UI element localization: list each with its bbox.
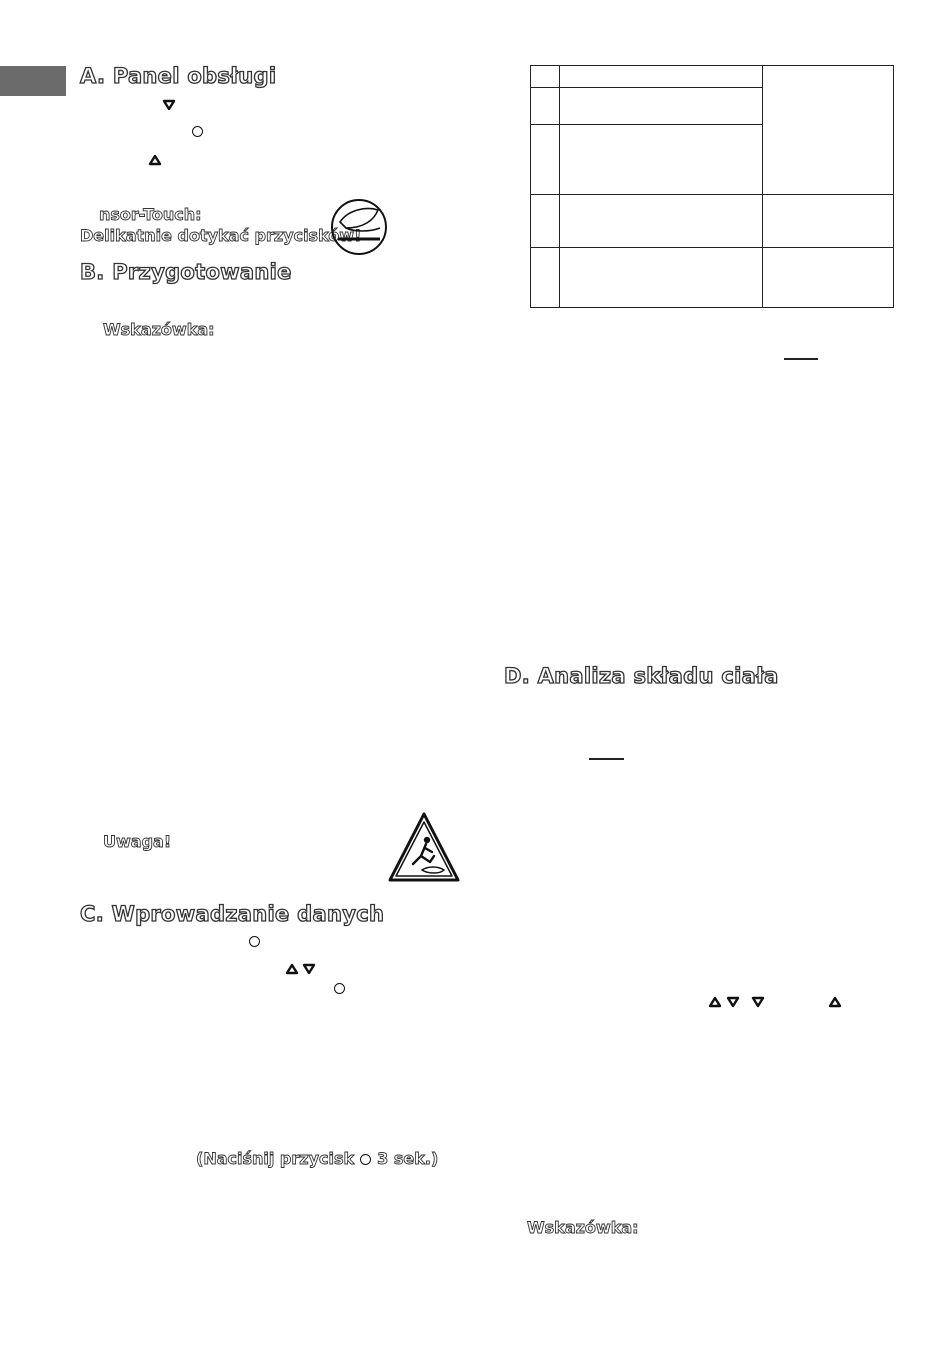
triangle-up-icon [828, 996, 842, 1008]
data-table [530, 65, 894, 308]
underline-mark [784, 358, 818, 360]
section-b-title: B. Przygotowanie [80, 260, 292, 284]
table-cell [560, 248, 763, 308]
table-cell [560, 125, 763, 195]
section-tab [0, 66, 66, 96]
table-cell [531, 195, 560, 248]
triangle-up-icon [148, 154, 162, 166]
circle-icon [334, 983, 345, 994]
circle-icon [192, 126, 203, 137]
section-c-title: C. Wprowadzanie danych [80, 902, 385, 926]
press-instruction [196, 1149, 438, 1168]
triangle-down-icon [751, 996, 765, 1008]
preparation-hint-label: Wskazówka: [103, 320, 215, 339]
triangle-up-icon [708, 996, 722, 1008]
circle-icon [249, 936, 260, 947]
finger-touch-icon [330, 198, 388, 256]
table-cell [560, 66, 763, 88]
underline-mark [589, 758, 624, 760]
slippery-floor-warning-icon [386, 810, 462, 884]
warning-label: Uwaga! [103, 832, 172, 851]
table-cell [531, 125, 560, 195]
table-cell [763, 66, 894, 195]
circle-icon [360, 1154, 371, 1165]
table-cell [531, 88, 560, 125]
press-instruction-prefix: (Naciśnij przycisk [196, 1149, 355, 1168]
table-cell [560, 88, 763, 125]
table-cell [560, 195, 763, 248]
touch-instruction: Delikatnie dotykać przycisków! [80, 226, 362, 245]
analysis-hint-label: Wskazówka: [527, 1218, 639, 1237]
table-cell [531, 248, 560, 308]
section-d-title: D. Analiza składu ciała [504, 664, 779, 688]
triangle-down-icon [726, 996, 740, 1008]
section-a-title: A. Panel obsługi [80, 64, 277, 88]
triangle-up-icon [285, 963, 299, 975]
sensor-touch-label: nsor-Touch: [99, 205, 202, 224]
triangle-down-icon [162, 99, 176, 111]
table-cell [531, 66, 560, 88]
press-instruction-suffix: 3 sek.) [377, 1149, 439, 1168]
triangle-down-icon [302, 963, 316, 975]
table-cell [763, 248, 894, 308]
table-cell [763, 195, 894, 248]
